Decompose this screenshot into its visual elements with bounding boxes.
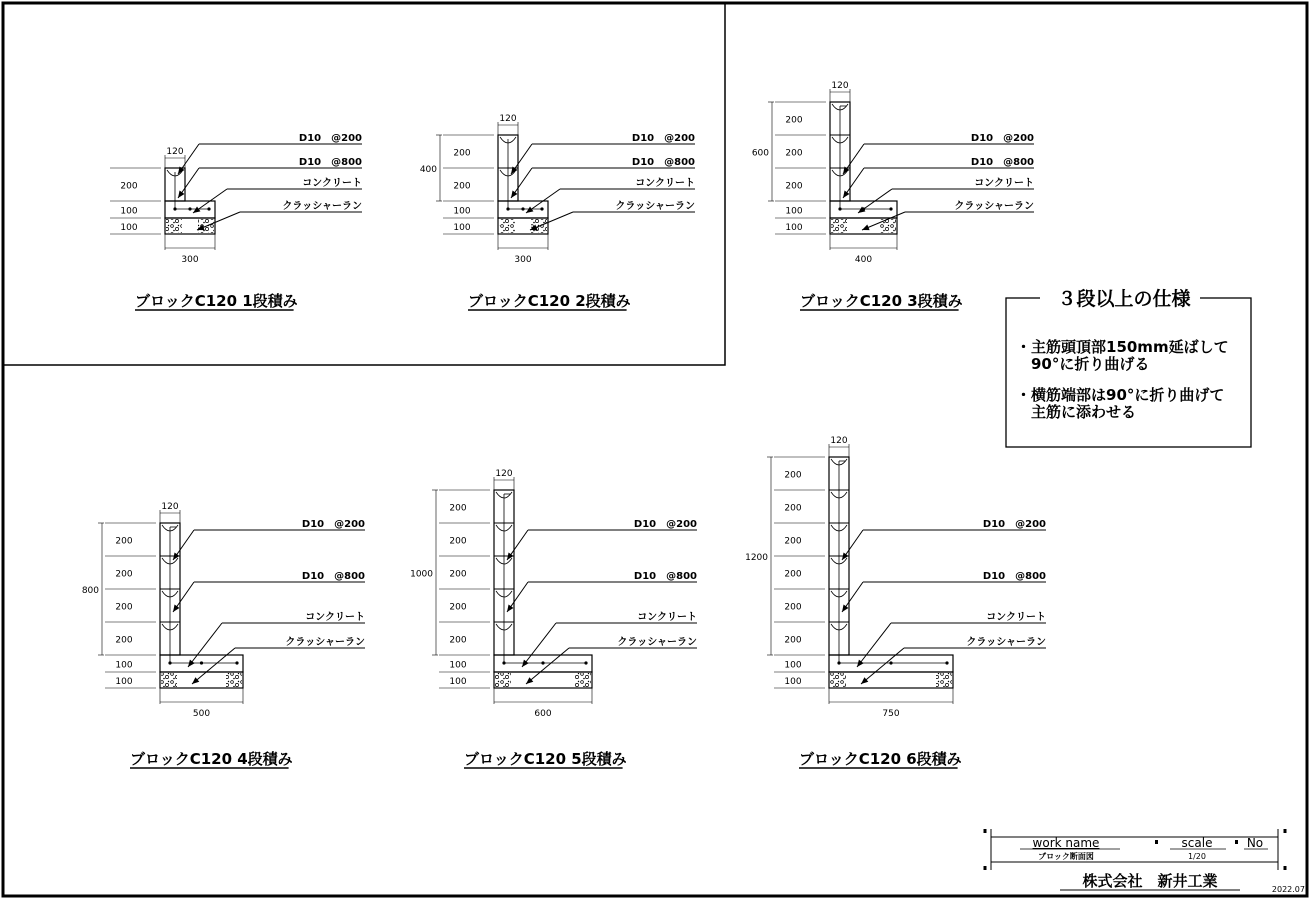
company-name: 株式会社 新井工業 [1082, 872, 1218, 890]
dim-course-height: 200 [120, 181, 138, 192]
title-block-divider-dot-2 [1235, 840, 1238, 844]
dim-gravel-height: 100 [785, 223, 803, 233]
label-crusher-run: クラッシャーラン [282, 201, 362, 212]
rebar-dot [506, 207, 509, 210]
rebar-dot [584, 661, 587, 664]
dim-course-height: 200 [784, 470, 802, 481]
dim-block-width: 120 [830, 436, 848, 446]
rebar-dot [188, 207, 191, 210]
dim-course-height: 200 [784, 602, 802, 613]
rebar-dot [541, 661, 544, 664]
dim-base-width: 300 [514, 255, 532, 265]
arrow-concrete-head [193, 207, 200, 213]
drawing-date: 2022.07 [1271, 885, 1305, 894]
dim-base-height: 100 [784, 660, 802, 671]
dim-course-height: 200 [784, 536, 802, 547]
dim-base-width: 750 [882, 709, 900, 719]
dim-course-height: 200 [449, 536, 467, 547]
work-name-value: ブロック断面図 [1038, 852, 1094, 861]
dim-total-height: 400 [419, 165, 437, 175]
dim-base-width: 400 [854, 255, 873, 265]
dim-gravel-height: 100 [120, 223, 138, 233]
gravel-hatch-right [226, 673, 242, 687]
arrow-rebar-horizontal-head [511, 191, 517, 198]
section-title: ブロックC120 6段積み [799, 750, 962, 768]
dim-course-height: 200 [449, 602, 467, 613]
section-1-course [110, 133, 362, 310]
label-crusher-run: クラッシャーラン [966, 637, 1046, 648]
dim-block-width: 120 [161, 502, 179, 512]
rebar-dot [945, 661, 948, 664]
dim-course-height: 200 [785, 148, 803, 159]
dim-gravel-height: 100 [449, 677, 467, 687]
dim-base-width: 500 [192, 709, 211, 719]
spec-item-line: ・主筋頭頂部150mm延ばして [1016, 338, 1229, 356]
gravel-hatch-left [166, 219, 182, 233]
label-rebar-horizontal: D10 @800 [298, 157, 362, 168]
dim-base-height: 100 [785, 206, 803, 217]
section-4-course [82, 502, 365, 768]
rebar-dot [168, 661, 171, 664]
arrow-concrete-head [857, 660, 864, 667]
dim-course-height: 200 [115, 635, 133, 646]
label-concrete: コンクリート [305, 612, 365, 623]
spec-box [1006, 284, 1251, 447]
dim-total-height: 600 [751, 148, 769, 159]
dim-course-height: 200 [115, 536, 133, 547]
dim-course-height: 200 [449, 635, 467, 646]
arrow-rebar-vertical-head [842, 553, 848, 560]
dim-total-height: 800 [81, 586, 99, 596]
arrow-rebar-horizontal-head [178, 191, 184, 198]
section-title: ブロックC120 5段積み [464, 750, 627, 768]
arrow-concrete [522, 623, 556, 667]
dim-course-height: 200 [115, 602, 133, 613]
rebar-dot [889, 207, 892, 210]
gravel-hatch-left [499, 219, 515, 233]
rebar-dot [207, 207, 210, 210]
label-rebar-vertical: D10 @200 [298, 133, 362, 144]
title-block [985, 829, 1305, 894]
section-5-course [410, 469, 697, 768]
no-label: No [1246, 836, 1264, 850]
dim-course-height: 200 [449, 503, 467, 514]
work-name-label: work name [1032, 836, 1100, 850]
gravel-hatch-right [936, 673, 952, 687]
dim-course-height: 200 [785, 181, 803, 192]
dim-block-width: 120 [166, 147, 184, 157]
section-2-course [420, 114, 695, 310]
label-rebar-vertical: D10 @200 [970, 133, 1034, 144]
rebar-dot [838, 207, 841, 210]
section-6-course [745, 436, 1046, 768]
dim-total-height: 1200 [745, 553, 768, 563]
dim-gravel-height: 100 [784, 677, 802, 687]
spec-item-line: ・横筋端部は90°に折り曲げて [1016, 386, 1225, 404]
arrow-concrete-head [526, 207, 533, 213]
section-title: ブロックC120 2段積み [468, 292, 631, 310]
section-title: ブロックC120 4段積み [130, 750, 293, 768]
arrow-concrete [188, 623, 222, 667]
dim-gravel-height: 100 [115, 677, 133, 687]
gravel-hatch-left [830, 673, 846, 687]
rebar-dot [200, 661, 203, 664]
upper-left-frame [3, 3, 725, 365]
label-rebar-horizontal: D10 @800 [633, 571, 697, 582]
label-crusher-run: クラッシャーラン [615, 201, 695, 212]
arrow-rebar-horizontal-head [507, 605, 513, 612]
dim-base-height: 100 [115, 660, 133, 671]
dim-course-height: 200 [784, 635, 802, 646]
dim-course-height: 200 [785, 115, 803, 126]
spec-item-line: 主筋に添わせる [1016, 403, 1137, 421]
arrow-rebar-horizontal-head [173, 605, 179, 612]
spec-item-2 [1016, 386, 1224, 421]
dim-course-height: 200 [784, 569, 802, 580]
dim-base-width: 300 [181, 255, 199, 265]
scale-label: scale [1181, 836, 1213, 850]
dim-base-height: 100 [449, 660, 467, 671]
arrow-rebar-vertical-head [507, 553, 513, 560]
scale-value: 1/20 [1188, 852, 1206, 861]
rebar-dot [521, 207, 524, 210]
dim-total-height: 1000 [410, 569, 433, 580]
spec-title: ３段以上の仕様 [1057, 288, 1191, 310]
rebar-dot [173, 207, 176, 210]
label-concrete: コンクリート [986, 612, 1046, 623]
gravel-hatch-left [161, 673, 177, 687]
gravel-hatch-left [495, 673, 511, 687]
rebar-dot [540, 207, 543, 210]
label-rebar-horizontal: D10 @800 [631, 157, 695, 168]
section-3-course [752, 81, 1034, 310]
rebar-dot [235, 661, 238, 664]
spec-item-1 [1016, 338, 1229, 373]
label-rebar-horizontal: D10 @800 [970, 157, 1034, 168]
dim-block-width: 120 [831, 81, 849, 91]
dim-base-height: 100 [453, 206, 471, 217]
rebar-dot [889, 661, 892, 664]
dim-course-height: 200 [453, 181, 471, 192]
arrow-rebar-horizontal-head [842, 605, 848, 612]
section-title: ブロックC120 1段積み [135, 292, 298, 310]
label-concrete: コンクリート [974, 178, 1034, 189]
arrow-rebar-vertical-head [173, 553, 179, 560]
label-crusher-run: クラッシャーラン [617, 637, 697, 648]
label-rebar-horizontal: D10 @800 [301, 571, 365, 582]
dim-base-width: 600 [534, 709, 552, 719]
dim-course-height: 200 [784, 503, 802, 514]
label-concrete: コンクリート [635, 178, 695, 189]
section-title: ブロックC120 3段積み [800, 292, 963, 310]
label-rebar-vertical: D10 @200 [631, 133, 695, 144]
dim-gravel-height: 100 [453, 223, 471, 233]
label-concrete: コンクリート [637, 612, 697, 623]
arrow-concrete-head [188, 660, 195, 667]
arrow-concrete-head [522, 660, 529, 667]
rebar-dot [837, 661, 840, 664]
spec-item-line: 90°に折り曲げる [1016, 355, 1150, 373]
label-rebar-vertical: D10 @200 [982, 519, 1046, 530]
rebar-dot [502, 661, 505, 664]
dim-course-height: 200 [449, 569, 467, 580]
label-rebar-horizontal: D10 @800 [982, 571, 1046, 582]
dim-block-width: 120 [495, 469, 513, 479]
dim-block-width: 120 [499, 114, 517, 124]
dim-course-height: 200 [115, 569, 133, 580]
gravel-hatch-left [831, 219, 847, 233]
label-crusher-run: クラッシャーラン [954, 201, 1034, 212]
gravel-hatch-right [575, 673, 591, 687]
label-rebar-vertical: D10 @200 [633, 519, 697, 530]
arrow-concrete [857, 623, 891, 667]
label-crusher-run: クラッシャーラン [285, 637, 365, 648]
title-block-divider-dot-1 [1155, 840, 1158, 844]
label-concrete: コンクリート [302, 178, 362, 189]
dim-base-height: 100 [120, 206, 138, 217]
label-rebar-vertical: D10 @200 [301, 519, 365, 530]
arrow-rebar-horizontal-head [843, 191, 849, 198]
crusher-run-layer [829, 672, 953, 688]
dim-course-height: 200 [453, 148, 471, 159]
